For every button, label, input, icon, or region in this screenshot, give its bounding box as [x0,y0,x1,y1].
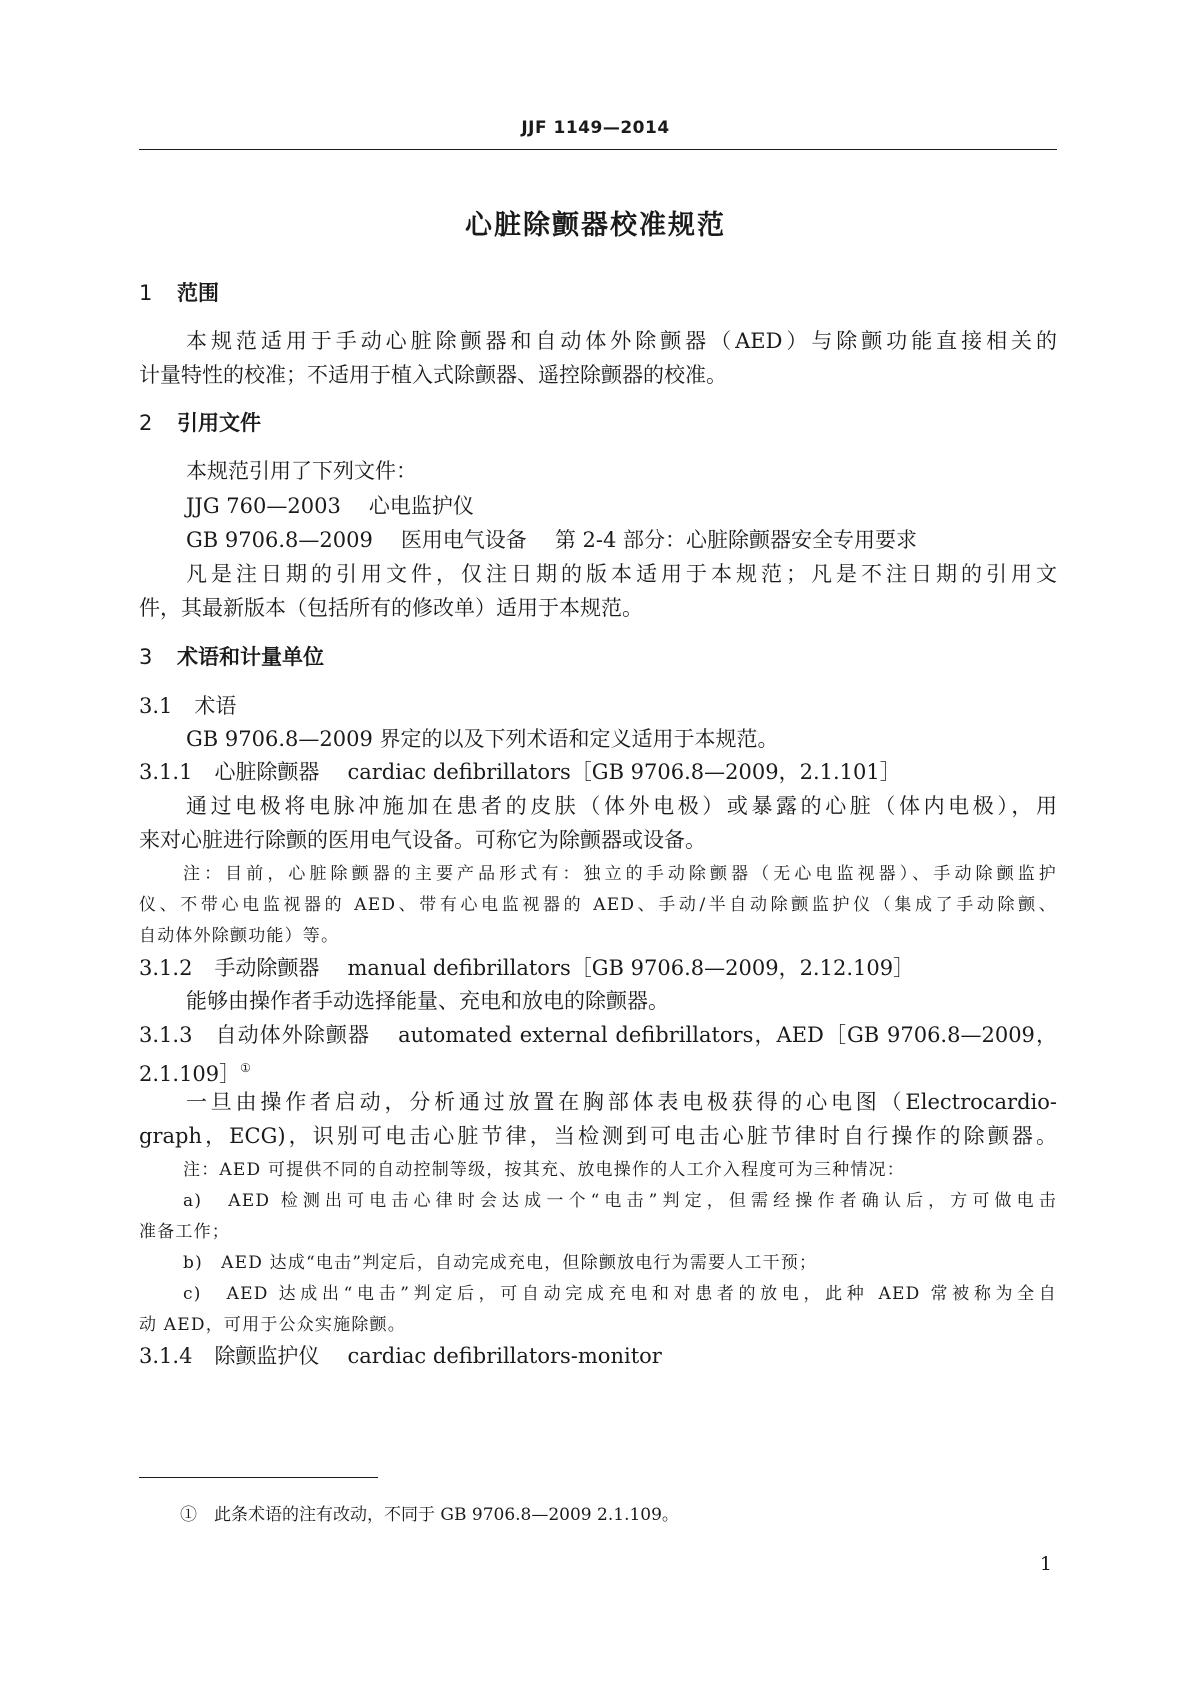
term-en: cardiac defibrillators［GB 9706.8—2009，2.1.101］ [347,760,901,784]
term-en-cont: 2.1.109］ [139,1062,241,1086]
note-line: 注：目前，心脏除颤器的主要产品形式有：独立的手动除颤器（无心电监视器）、手动除颤监护 [183,864,1057,884]
term-en: automated external defibrillators，AED［GB 9706.8—2009， [398,1023,1057,1047]
note-line: 动 AED，可用于公众实施除颤。 [139,1315,406,1335]
reference-name: 心电监护仪 [368,494,474,518]
paragraph-line: 件，其最新版本（包括所有的修改单）适用于本规范。 [139,596,643,620]
section-title: 范围 [177,281,219,305]
term-en: manual defibrillators［GB 9706.8—2009，2.12.109］ [347,956,915,980]
reference-item [186,525,1057,555]
term-3-1-4 [139,1341,1057,1371]
paragraph-line: 一旦由操作者启动，分析通过放置在胸部体表电极获得的心电图（Electrocardio- [186,1090,1057,1114]
paragraph-line: graph，ECG)，识别可电击心脏节律，当检测到可电击心脏节律时自行操作的除颤器。 [139,1124,1057,1148]
section-title: 术语和计量单位 [177,645,324,669]
paragraph-line: 凡是注日期的引用文件，仅注日期的版本适用于本规范；凡是不注日期的引用文 [186,562,1057,586]
note-line: a) AED 检测出可电击心律时会达成一个“电击”判定，但需经操作者确认后，方可做电击 [183,1191,1057,1211]
subsection-title: 术语 [194,694,237,718]
term-zh: 除颤监护仪 [214,1344,320,1368]
term-zh: 手动除颤器 [214,956,320,980]
term-3-1-2 [139,953,1057,983]
paragraph-line: 本规范引用了下列文件： [186,459,417,483]
running-header: JJF 1149—2014 [521,118,670,138]
paragraph-line: 能够由操作者手动选择能量、充电和放电的除颤器。 [186,989,669,1013]
note-line: b) AED 达成“电击”判定后，自动完成充电，但除颤放电行为需要人工干预； [183,1253,818,1273]
document-title: 心脏除颤器校准规范 [465,210,726,241]
reference-item [186,491,1057,521]
section-number: 1 [139,281,153,305]
term-number: 3.1.1 [139,760,193,784]
section-3-heading [139,642,324,672]
term-continuation [139,1053,1057,1089]
paragraph-line: 来对心脏进行除颤的医用电气设备。可称它为除颤器或设备。 [139,828,706,852]
page-number: 1 [1039,1553,1052,1575]
paragraph-line: GB 9706.8—2009 界定的以及下列术语和定义适用于本规范。 [186,727,779,751]
reference-code: GB 9706.8—2009 [186,528,373,552]
section-2-heading [139,408,261,438]
term-number: 3.1.4 [139,1344,193,1368]
note-line: 仪、不带心电监视器的 AED、带有心电监视器的 AED、手动/半自动除颤监护仪（集成了手动除颤、 [139,895,1057,915]
header-rule [139,149,1057,150]
note-line: 注：AED 可提供不同的自动控制等级，按其充、放电操作的人工介入程度可为三种情况： [183,1160,905,1180]
note-line: 自动体外除颤功能）等。 [139,926,340,946]
paragraph-line: 通过电极将电脉冲施加在患者的皮肤（体外电极）或暴露的心脏（体内电极），用 [186,794,1057,818]
section-title: 引用文件 [177,411,261,435]
section-1-heading [139,278,219,308]
term-number: 3.1.3 [139,1023,193,1047]
subsection-3-1 [139,691,1057,721]
term-3-1-3 [139,1020,1057,1050]
reference-name: 医用电气设备 [400,528,527,552]
section-number: 2 [139,411,153,435]
note-line: c) AED 达成出“电击”判定后，可自动完成充电和对患者的放电，此种 AED 常被称为全自 [183,1284,1057,1304]
term-en: cardiac defibrillators-monitor [347,1344,662,1368]
note-line: 准备工作； [139,1222,230,1242]
term-3-1-1 [139,757,1057,787]
term-number: 3.1.2 [139,956,193,980]
reference-part: 第 2-4 部分：心脏除颤器安全专用要求 [554,528,917,552]
section-number: 3 [139,645,153,669]
footnote-marker: ① [240,1061,251,1075]
term-zh: 自动体外除颤器 [214,1023,371,1047]
paragraph-line: 本规范适用于手动心脏除颤器和自动体外除颤器（AED）与除颤功能直接相关的 [186,329,1057,353]
paragraph-line: 计量特性的校准；不适用于植入式除颤器、遥控除颤器的校准。 [139,363,727,387]
footnote: ① 此条术语的注有改动，不同于 GB 9706.8—2009 2.1.109。 [180,1505,679,1525]
term-zh: 心脏除颤器 [214,760,320,784]
footnote-rule [139,1477,378,1478]
subsection-number: 3.1 [139,694,173,718]
reference-code: JJG 760—2003 [186,494,341,518]
